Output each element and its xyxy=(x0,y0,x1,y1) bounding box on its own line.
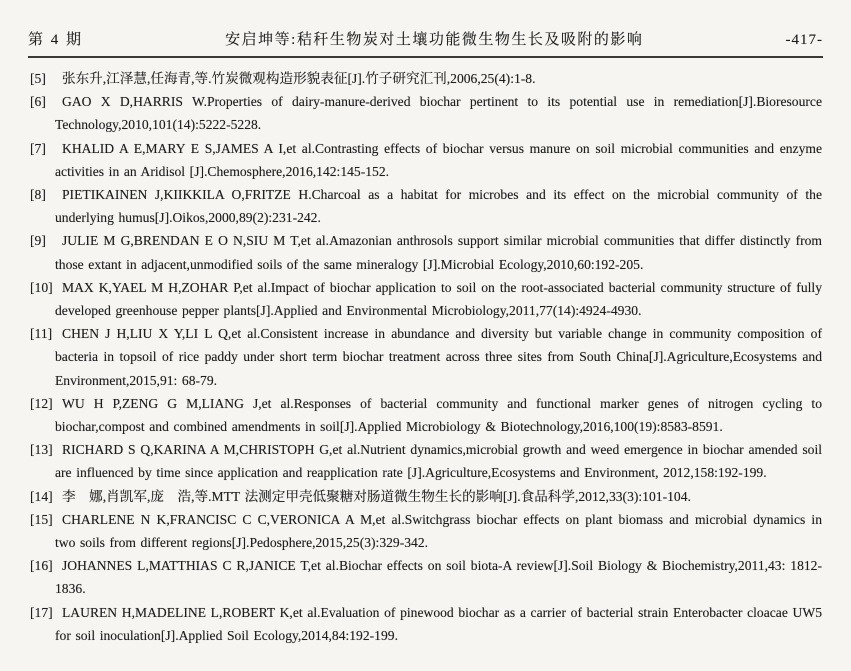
reference-number: [14] xyxy=(30,488,53,504)
reference-number: [7] xyxy=(30,140,46,156)
reference-item xyxy=(28,276,822,322)
reference-number: [5] xyxy=(30,71,46,86)
reference-text: MAX K,YAEL M H,ZOHAR P,et al.Impact of biochar application to soil on the root-associated bacterial community structure of fully developed greenhouse pepper plants[J].Applied and Environmental Microbiology,2011,77(14):4924-4930. xyxy=(55,279,822,319)
reference-text: KHALID A E,MARY E S,JAMES A I,et al.Contrasting effects of biochar versus manure on soil microbial communities and enzyme activities in an Aridisol [J].Chemosphere,2016,142:145-152. xyxy=(55,140,822,179)
reference-item xyxy=(28,67,822,90)
reference-item xyxy=(28,322,822,392)
reference-number: [15] xyxy=(30,511,53,527)
reference-text: JOHANNES L,MATTHIAS C R,JANICE T,et al.Biochar effects on soil biota-A review[J].Soil Biology & Biochemistry,2011,43: 1812-1836. xyxy=(55,558,822,597)
reference-list xyxy=(0,58,851,647)
running-title: 安启坤等:秸秆生物炭对土壤功能微生物生长及吸附的影响 xyxy=(225,32,644,48)
reference-item xyxy=(28,90,822,136)
reference-number: [9] xyxy=(30,233,46,249)
reference-text: CHARLENE N K,FRANCISC C C,VERONICA A M,et al.Switchgrass biochar effects on plant biomass and microbial dynamics in two soils from different regions[J].Pedosphere,2015,25(3):329-342. xyxy=(55,511,822,551)
reference-number: [16] xyxy=(30,558,53,574)
reference-number: [17] xyxy=(30,604,53,620)
reference-text: WU H P,ZENG G M,LIANG J,et al.Responses of bacterial community and functional marker genes of nitrogen cycling to biochar,compost and combined amendments in soil[J].Applied Microbiology & Biotechnology,2016,100(19):8583-8591. xyxy=(55,395,822,435)
reference-item xyxy=(28,601,822,647)
reference-text: LAUREN H,MADELINE L,ROBERT K,et al.Evaluation of pinewood biochar as a carrier of bacterial strain Enterobacter cloacae UW5 for soil inoculation[J].Applied Soil Ecology,2014,84:192-199. xyxy=(55,604,822,643)
reference-number: [11] xyxy=(30,326,53,342)
journal-issue: 第 4 期 xyxy=(28,32,84,48)
reference-number: [13] xyxy=(30,442,53,458)
reference-item xyxy=(28,392,822,438)
reference-text: JULIE M G,BRENDAN E O N,SIU M T,et al.Amazonian anthrosols support similar microbial communities that differ distinctly from those extant in adjacent,unmodified soils of the same mineralogy [J].Microbial Ecology,2010,60:192-205. xyxy=(55,233,822,272)
reference-item xyxy=(28,137,822,183)
reference-number: [12] xyxy=(30,395,53,411)
reference-item xyxy=(28,229,822,275)
reference-item xyxy=(28,554,822,600)
reference-number: [8] xyxy=(30,187,46,203)
reference-text: 李 娜,肖凯军,庞 浩,等.MTT 法测定甲壳低聚糖对肠道微生物生长的影响[J].食品科学,2012,33(3):101-104. xyxy=(62,488,691,504)
reference-text: GAO X D,HARRIS W.Properties of dairy-manure-derived biochar pertinent to its potential use in remediation[J].Bioresource Technology,2010,101(14):5222-5228. xyxy=(55,94,822,133)
reference-item xyxy=(28,508,822,554)
page-number: -417- xyxy=(785,32,823,48)
reference-text: CHEN J H,LIU X Y,LI L Q,et al.Consistent increase in abundance and diversity but variable change in community composition of bacteria in topsoil of rice paddy under short term biochar treatment across three sites from South China[J].Agriculture,Ecosystems and Environment,2015,91: 68-79. xyxy=(55,326,822,388)
reference-item xyxy=(28,485,822,508)
reference-number: [6] xyxy=(30,94,46,110)
reference-text: PIETIKAINEN J,KIIKKILA O,FRITZE H.Charcoal as a habitat for microbes and its effect on the microbial community of the underlying humus[J].Oikos,2000,89(2):231-242. xyxy=(55,187,822,226)
reference-text: 张东升,江泽慧,任海青,等.竹炭微观构造形貌表征[J].竹子研究汇刊,2006,25(4):1-8. xyxy=(62,71,536,86)
reference-item xyxy=(28,438,822,484)
reference-item xyxy=(28,183,822,229)
reference-number: [10] xyxy=(30,279,53,295)
reference-text: RICHARD S Q,KARINA A M,CHRISTOPH G,et al.Nutrient dynamics,microbial growth and weed emergence in biochar amended soil are influenced by time since application and reapplication rate [J].Agriculture,Ecosystems and Environment, 2012,158:192-199. xyxy=(55,442,822,481)
page-header xyxy=(0,0,851,56)
